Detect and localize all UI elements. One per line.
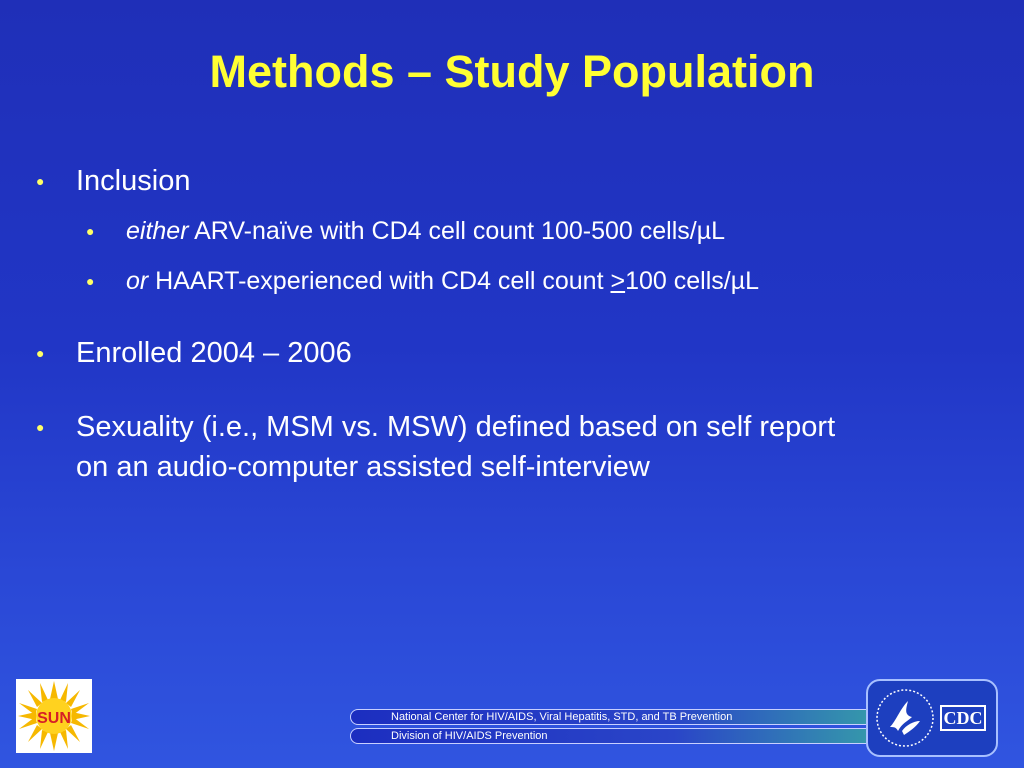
or-emphasis: or xyxy=(126,267,149,295)
slide-title: Methods – Study Population xyxy=(209,46,815,97)
footer-division-name xyxy=(350,728,890,744)
subbullet-dot: ● xyxy=(86,273,95,289)
hhs-eagle-seal-icon xyxy=(874,687,936,749)
arv-naive-body: ARV-naïve with CD4 cell count 100-500 cells/µL xyxy=(188,217,725,245)
greater-equal-symbol: > xyxy=(610,267,626,295)
haart-body-pre: HAART-experienced with CD4 cell count xyxy=(148,267,611,295)
subbullet-dot: ● xyxy=(86,223,95,239)
sun-icon xyxy=(16,679,92,753)
haart-body-post: 100 cells/µL xyxy=(625,267,760,295)
bullet-dot: ● xyxy=(36,173,45,189)
footer-line1-text: National Center for HIV/AIDS, Viral Hepatitis, STD, and TB Prevention xyxy=(391,711,733,723)
cdc-wordmark: CDC xyxy=(940,705,986,731)
cdc-logo xyxy=(866,679,998,757)
footer-line2-text: Division of HIV/AIDS Prevention xyxy=(391,730,548,742)
bullet-dot: ● xyxy=(36,345,45,361)
bullet-sexuality-line2: on an audio-computer assisted self-interview xyxy=(76,451,650,483)
bullet-inclusion-text: Inclusion xyxy=(76,165,191,197)
sun-logo-text: SUN xyxy=(37,710,71,727)
footer-center-name xyxy=(350,709,890,725)
footer-bar xyxy=(350,709,890,745)
sun-study-logo xyxy=(16,679,92,753)
subbullet-arv-naive-text xyxy=(126,214,725,248)
either-emphasis: either xyxy=(126,217,189,245)
bullet-sexuality-line1: Sexuality (i.e., MSM vs. MSW) defined based on self report xyxy=(76,411,836,443)
subbullet-haart-text xyxy=(126,264,759,298)
bullet-enrolled-text: Enrolled 2004 – 2006 xyxy=(76,337,352,369)
bullet-dot: ● xyxy=(36,419,45,435)
